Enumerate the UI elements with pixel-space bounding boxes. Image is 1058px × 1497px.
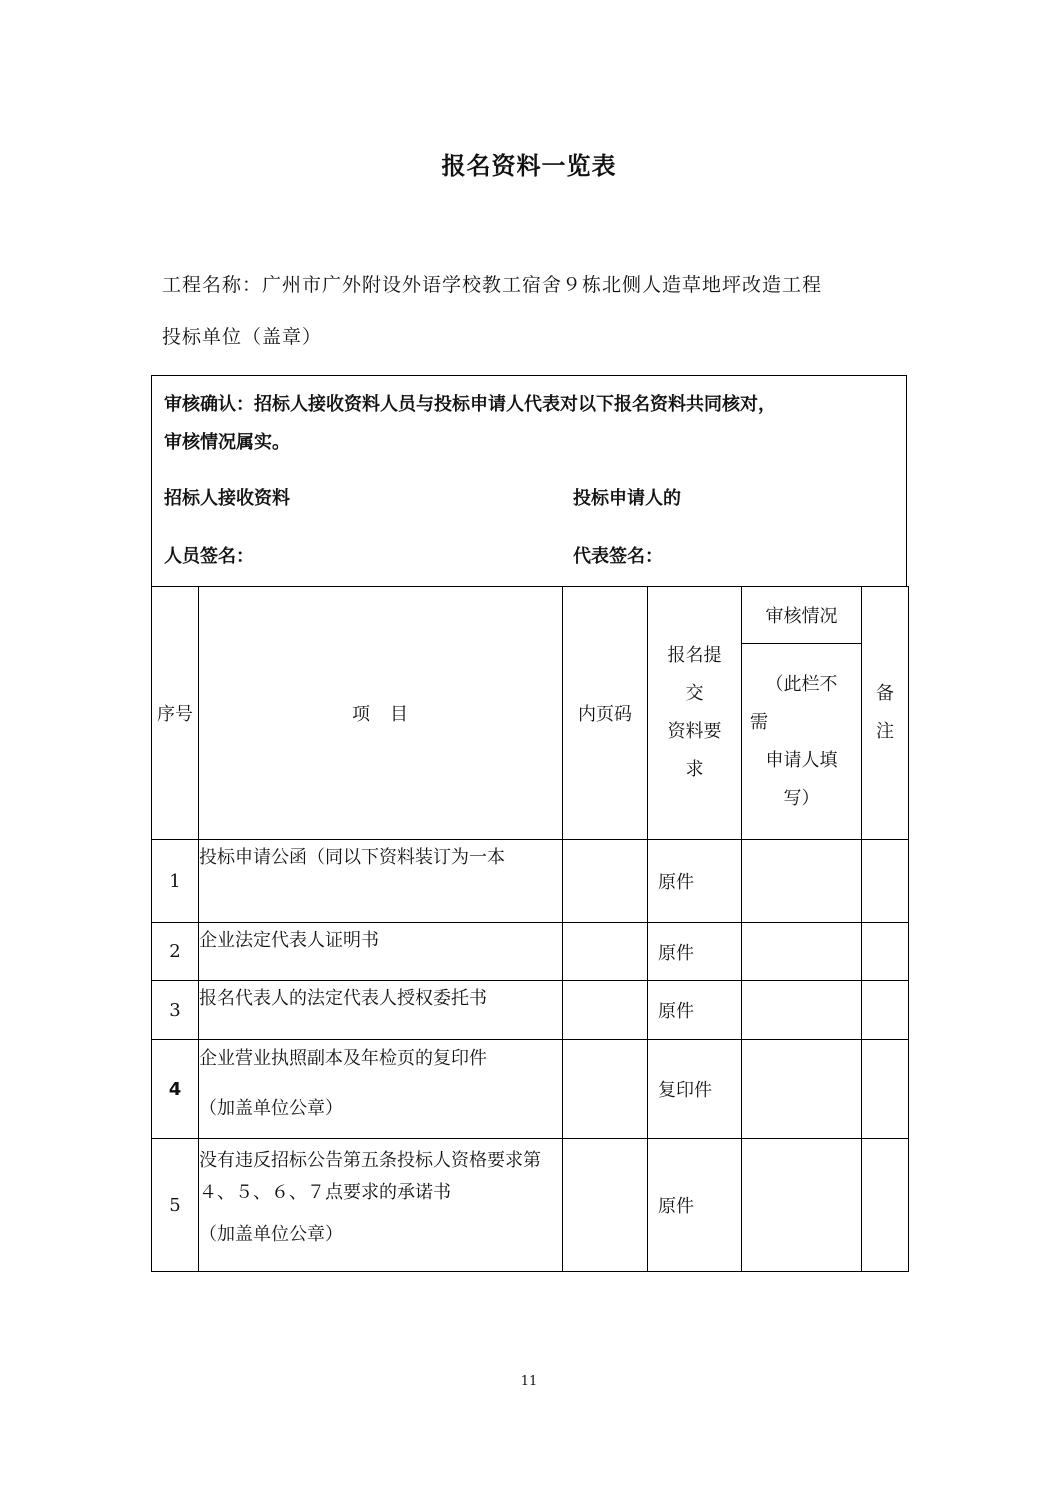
row-item-text: 企业营业执照副本及年检页的复印件 — [199, 1048, 487, 1069]
header-note-line: 注 — [876, 721, 894, 742]
table-row — [152, 923, 909, 981]
row-page — [563, 1040, 648, 1139]
row-number: 2 — [152, 923, 199, 981]
table-row — [152, 1139, 909, 1272]
row-review — [742, 1139, 862, 1272]
row-item-text: 企业法定代表人证明书 — [199, 930, 379, 951]
table-row — [152, 981, 909, 1040]
header-req-line: 求 — [685, 759, 704, 780]
applicant-sign-label-2: 代表签名： — [573, 546, 663, 567]
row-requirement: 原件 — [648, 923, 742, 981]
header-review: 审核情况 — [742, 587, 862, 644]
project-label: 工程名称： — [162, 274, 263, 296]
row-review — [742, 981, 862, 1040]
row-number: 1 — [152, 840, 199, 923]
row-review — [742, 840, 862, 923]
row-item — [199, 923, 563, 981]
header-review-note — [742, 644, 862, 840]
row-item — [199, 1139, 563, 1272]
header-review-line: 申请人填 — [765, 749, 838, 771]
header-req-line: 资料要 — [667, 721, 722, 742]
applicant-sign-label-1: 投标申请人的 — [573, 488, 681, 509]
confirmation-line-2: 审核情况属实。 — [164, 432, 290, 453]
row-page — [563, 840, 648, 923]
row-item — [199, 840, 563, 923]
row-page — [563, 923, 648, 981]
row-item-subtext: （加盖单位公章） — [199, 1098, 343, 1119]
header-req-line: 报名提 — [667, 645, 722, 666]
row-note — [862, 923, 909, 981]
confirmation-box — [151, 375, 907, 586]
row-requirement: 复印件 — [648, 1040, 742, 1139]
table-row — [152, 840, 909, 923]
receiver-sign-label-2: 人员签名： — [164, 546, 254, 567]
header-requirement — [648, 587, 742, 840]
row-item-text: 投标申请公函（同以下资料装订为一本 — [199, 847, 505, 868]
row-note — [862, 981, 909, 1040]
header-note-line: 备 — [876, 683, 894, 704]
header-review-line: （此栏不 — [765, 673, 838, 695]
row-note — [862, 840, 909, 923]
row-number: 4 — [152, 1040, 199, 1139]
header-review-line: 需 — [750, 711, 768, 733]
row-page — [563, 1139, 648, 1272]
row-requirement: 原件 — [648, 1139, 742, 1272]
confirmation-line-1: 审核确认：招标人接收资料人员与投标申请人代表对以下报名资料共同核对， — [164, 394, 776, 415]
row-page — [563, 981, 648, 1040]
row-item-text: 报名代表人的法定代表人授权委托书 — [199, 988, 487, 1009]
header-note — [862, 587, 909, 840]
row-number: 3 — [152, 981, 199, 1040]
header-review-line: 写） — [783, 787, 820, 809]
row-requirement: 原件 — [648, 840, 742, 923]
row-item — [199, 981, 563, 1040]
page-title: 报名资料一览表 — [441, 151, 617, 180]
table-header-row — [152, 587, 909, 644]
row-review — [742, 923, 862, 981]
row-item-subtext: （加盖单位公章） — [199, 1224, 343, 1245]
row-note — [862, 1040, 909, 1139]
documents-table — [151, 586, 909, 1272]
row-review — [742, 1040, 862, 1139]
project-name-line — [162, 270, 822, 297]
header-item: 项 目 — [199, 587, 563, 840]
header-page: 内页码 — [563, 587, 648, 840]
row-number: 5 — [152, 1139, 199, 1272]
row-requirement: 原件 — [648, 981, 742, 1040]
receiver-sign-label-1: 招标人接收资料 — [164, 488, 290, 509]
row-note — [862, 1139, 909, 1272]
row-item — [199, 1040, 563, 1139]
project-value: 广州市广外附设外语学校教工宿舍９栋北侧人造草地坪改造工程 — [262, 274, 823, 296]
table-row — [152, 1040, 909, 1139]
header-req-line: 交 — [685, 683, 704, 704]
row-item-text: 没有违反招标公告第五条投标人资格要求第４、５、６、７点要求的承诺书 — [199, 1150, 541, 1203]
page-number: 11 — [520, 1374, 538, 1389]
bidder-unit-line: 投标单位（盖章） — [162, 326, 323, 348]
header-no: 序号 — [152, 587, 199, 840]
